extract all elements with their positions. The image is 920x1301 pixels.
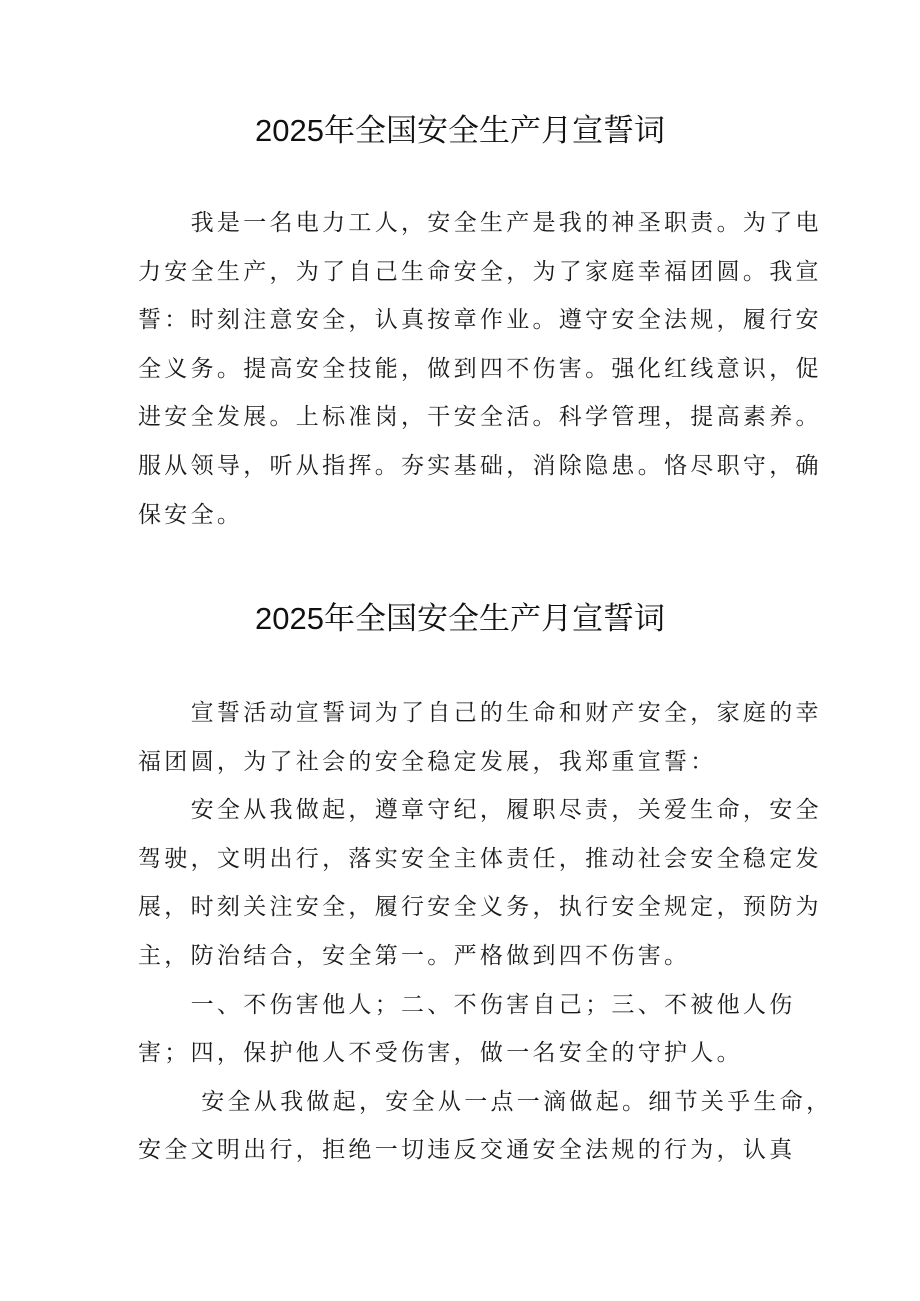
body-line: 安全从我做起，安全从一点一滴做起。细节关乎生命，: [138, 1088, 833, 1115]
body-line: 誓：时刻注意安全，认真按章作业。遵守安全法规，履行安: [138, 307, 822, 334]
section-2-title: 2025年全国安全生产月宣誓词: [255, 601, 665, 636]
section-2-body: [138, 689, 833, 1175]
body-line: 我是一名电力工人，安全生产是我的神圣职责。为了电: [138, 210, 822, 236]
body-line: 驾驶，文明出行，落实安全主体责任，推动社会安全稳定发: [138, 845, 822, 872]
body-line: 一、不伤害他人；二、不伤害自己；三、不被他人伤: [138, 991, 796, 1018]
section-1-body: [138, 199, 822, 539]
body-line: 宣誓活动宣誓词为了自己的生命和财产安全，家庭的幸: [138, 700, 822, 726]
body-line: 全义务。提高安全技能，做到四不伤害。强化红线意识，促: [138, 355, 822, 382]
body-line: 服从领导，听从指挥。夯实基础，消除隐患。恪尽职守，确: [138, 452, 822, 479]
body-line: 展，时刻关注安全，履行安全义务，执行安全规定，预防为: [138, 894, 822, 921]
body-line: 主，防治结合，安全第一。严格做到四不伤害。: [138, 942, 691, 969]
body-line: 安全文明出行，拒绝一切违反交通安全法规的行为，认真: [138, 1137, 796, 1164]
body-line: 福团圆，为了社会的安全稳定发展，我郑重宣誓：: [138, 748, 717, 775]
body-line: 进安全发展。上标准岗，干安全活。科学管理，提高素养。: [138, 404, 822, 431]
body-line: 保安全。: [138, 501, 244, 528]
body-line: 害；四，保护他人不受伤害，做一名安全的守护人。: [138, 1040, 743, 1067]
body-line: 力安全生产，为了自己生命安全，为了家庭幸福团圆。我宣: [138, 258, 822, 285]
section-1-title: 2025年全国安全生产月宣誓词: [255, 113, 665, 148]
body-line: 安全从我做起，遵章守纪，履职尽责，关爱生命，安全: [138, 797, 822, 824]
